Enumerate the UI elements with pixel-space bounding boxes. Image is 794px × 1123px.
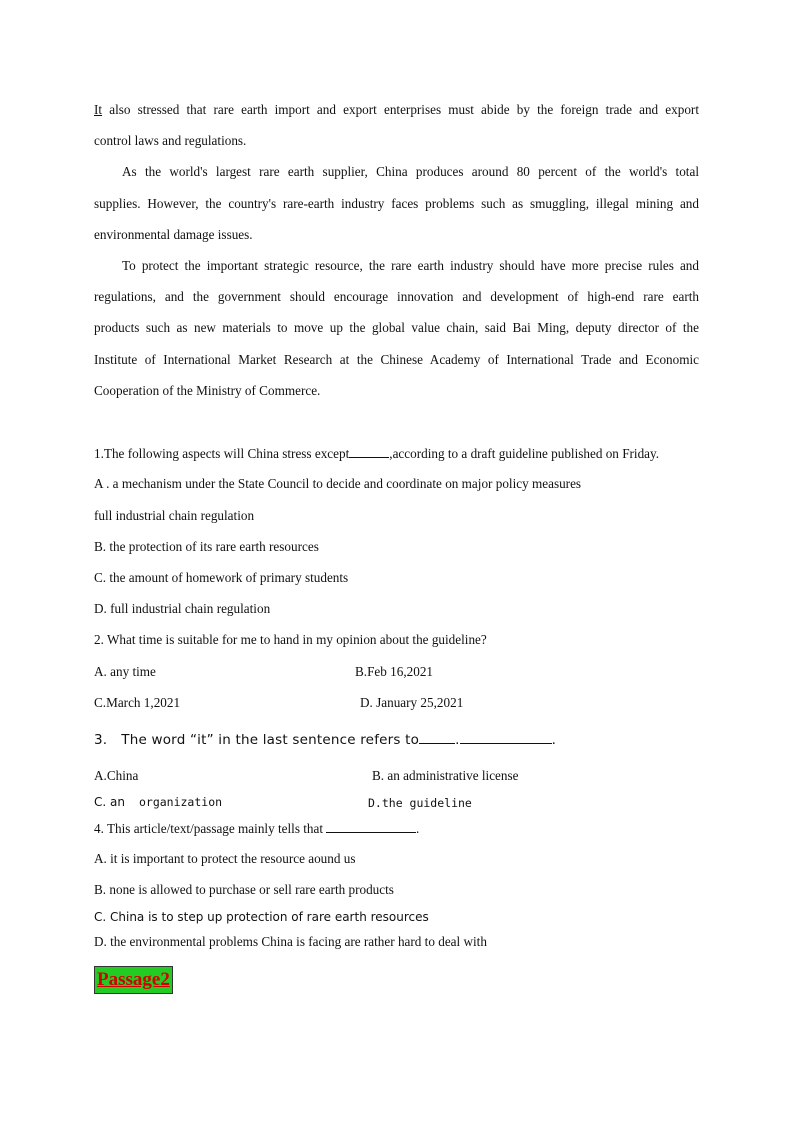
passage-p2-line2: supplies. However, the country's rare-earth industry faces problems such as smuggling, illegal mining and — [94, 196, 699, 211]
question-3-option-d: D.the guideline — [368, 796, 472, 810]
answer-blank — [349, 445, 389, 458]
passage-p2-line1: As the world's largest rare earth supplier, China produces around 80 percent of the world's total — [122, 164, 699, 179]
question-2-option-d: D. January 25,2021 — [360, 695, 464, 710]
question-1-option-b: B. the protection of its rare earth resources — [94, 539, 319, 554]
question-1-option-d: D. full industrial chain regulation — [94, 601, 271, 616]
passage-p3-line2: regulations, and the government should encourage innovation and development of high-end rare earth — [94, 289, 699, 304]
question-text: . — [551, 732, 557, 748]
question-2-option-b: B.Feb 16,2021 — [355, 664, 434, 679]
question-3-option-a: A.China — [94, 768, 139, 783]
question-2-option-c: C.March 1,2021 — [94, 695, 181, 710]
passage-p1-line2: control laws and regulations. — [94, 133, 247, 148]
question-4-option-c: C. China is to step up protection of rare earth resources — [94, 910, 429, 924]
answer-blank — [460, 731, 552, 744]
question-4-option-a: A. it is important to protect the resource aound us — [94, 851, 356, 866]
passage-p3-line5: Cooperation of the Ministry of Commerce. — [94, 383, 321, 398]
question-3-stem — [94, 731, 556, 748]
question-4-option-b: B. none is allowed to purchase or sell rare earth products — [94, 882, 394, 897]
answer-blank — [419, 731, 455, 744]
question-2-stem: 2. What time is suitable for me to hand in my opinion about the guideline? — [94, 632, 487, 647]
question-3-option-b: B. an administrative license — [372, 768, 519, 783]
question-3-option-c — [94, 794, 222, 810]
question-text: 1.The following aspects will China stress except — [94, 446, 350, 461]
question-1-option-c: C. the amount of homework of primary students — [94, 570, 349, 585]
question-number: 3. — [94, 732, 108, 748]
question-text: ,according to a draft guideline published on Friday. — [389, 446, 660, 461]
option-label: C. an — [94, 795, 125, 809]
passage-p3-line1: To protect the important strategic resource, the rare earth industry should have more precise rules and — [122, 258, 699, 273]
question-text: . — [455, 732, 460, 748]
passage-p1-line1 — [94, 102, 699, 118]
answer-blank — [326, 820, 416, 833]
passage-text: also stressed that rare earth import and export enterprises must abide by the foreign trade and export — [102, 102, 699, 117]
option-text: organization — [138, 795, 223, 809]
passage-2-heading: Passage2 — [94, 966, 173, 994]
passage-p3-line4: Institute of International Market Research at the Chinese Academy of International Trade and Economic — [94, 352, 699, 367]
underlined-word: It — [94, 102, 103, 117]
question-text: The word “it” in the last sentence refers to — [121, 732, 420, 748]
question-1-stem — [94, 445, 659, 462]
question-1-option-a: A . a mechanism under the State Council to decide and coordinate on major policy measures — [94, 476, 582, 491]
passage-p2-line3: environmental damage issues. — [94, 227, 253, 242]
question-2-option-a: A. any time — [94, 664, 156, 679]
question-text: . — [416, 821, 420, 836]
question-4-option-d: D. the environmental problems China is facing are rather hard to deal with — [94, 934, 487, 949]
question-1-option-a-cont: full industrial chain regulation — [94, 508, 255, 523]
passage-p3-line3: products such as new materials to move up the global value chain, said Bai Ming, deputy director of the — [94, 320, 699, 335]
question-text: 4. This article/text/passage mainly tells that — [94, 821, 324, 836]
question-4-stem — [94, 820, 419, 837]
